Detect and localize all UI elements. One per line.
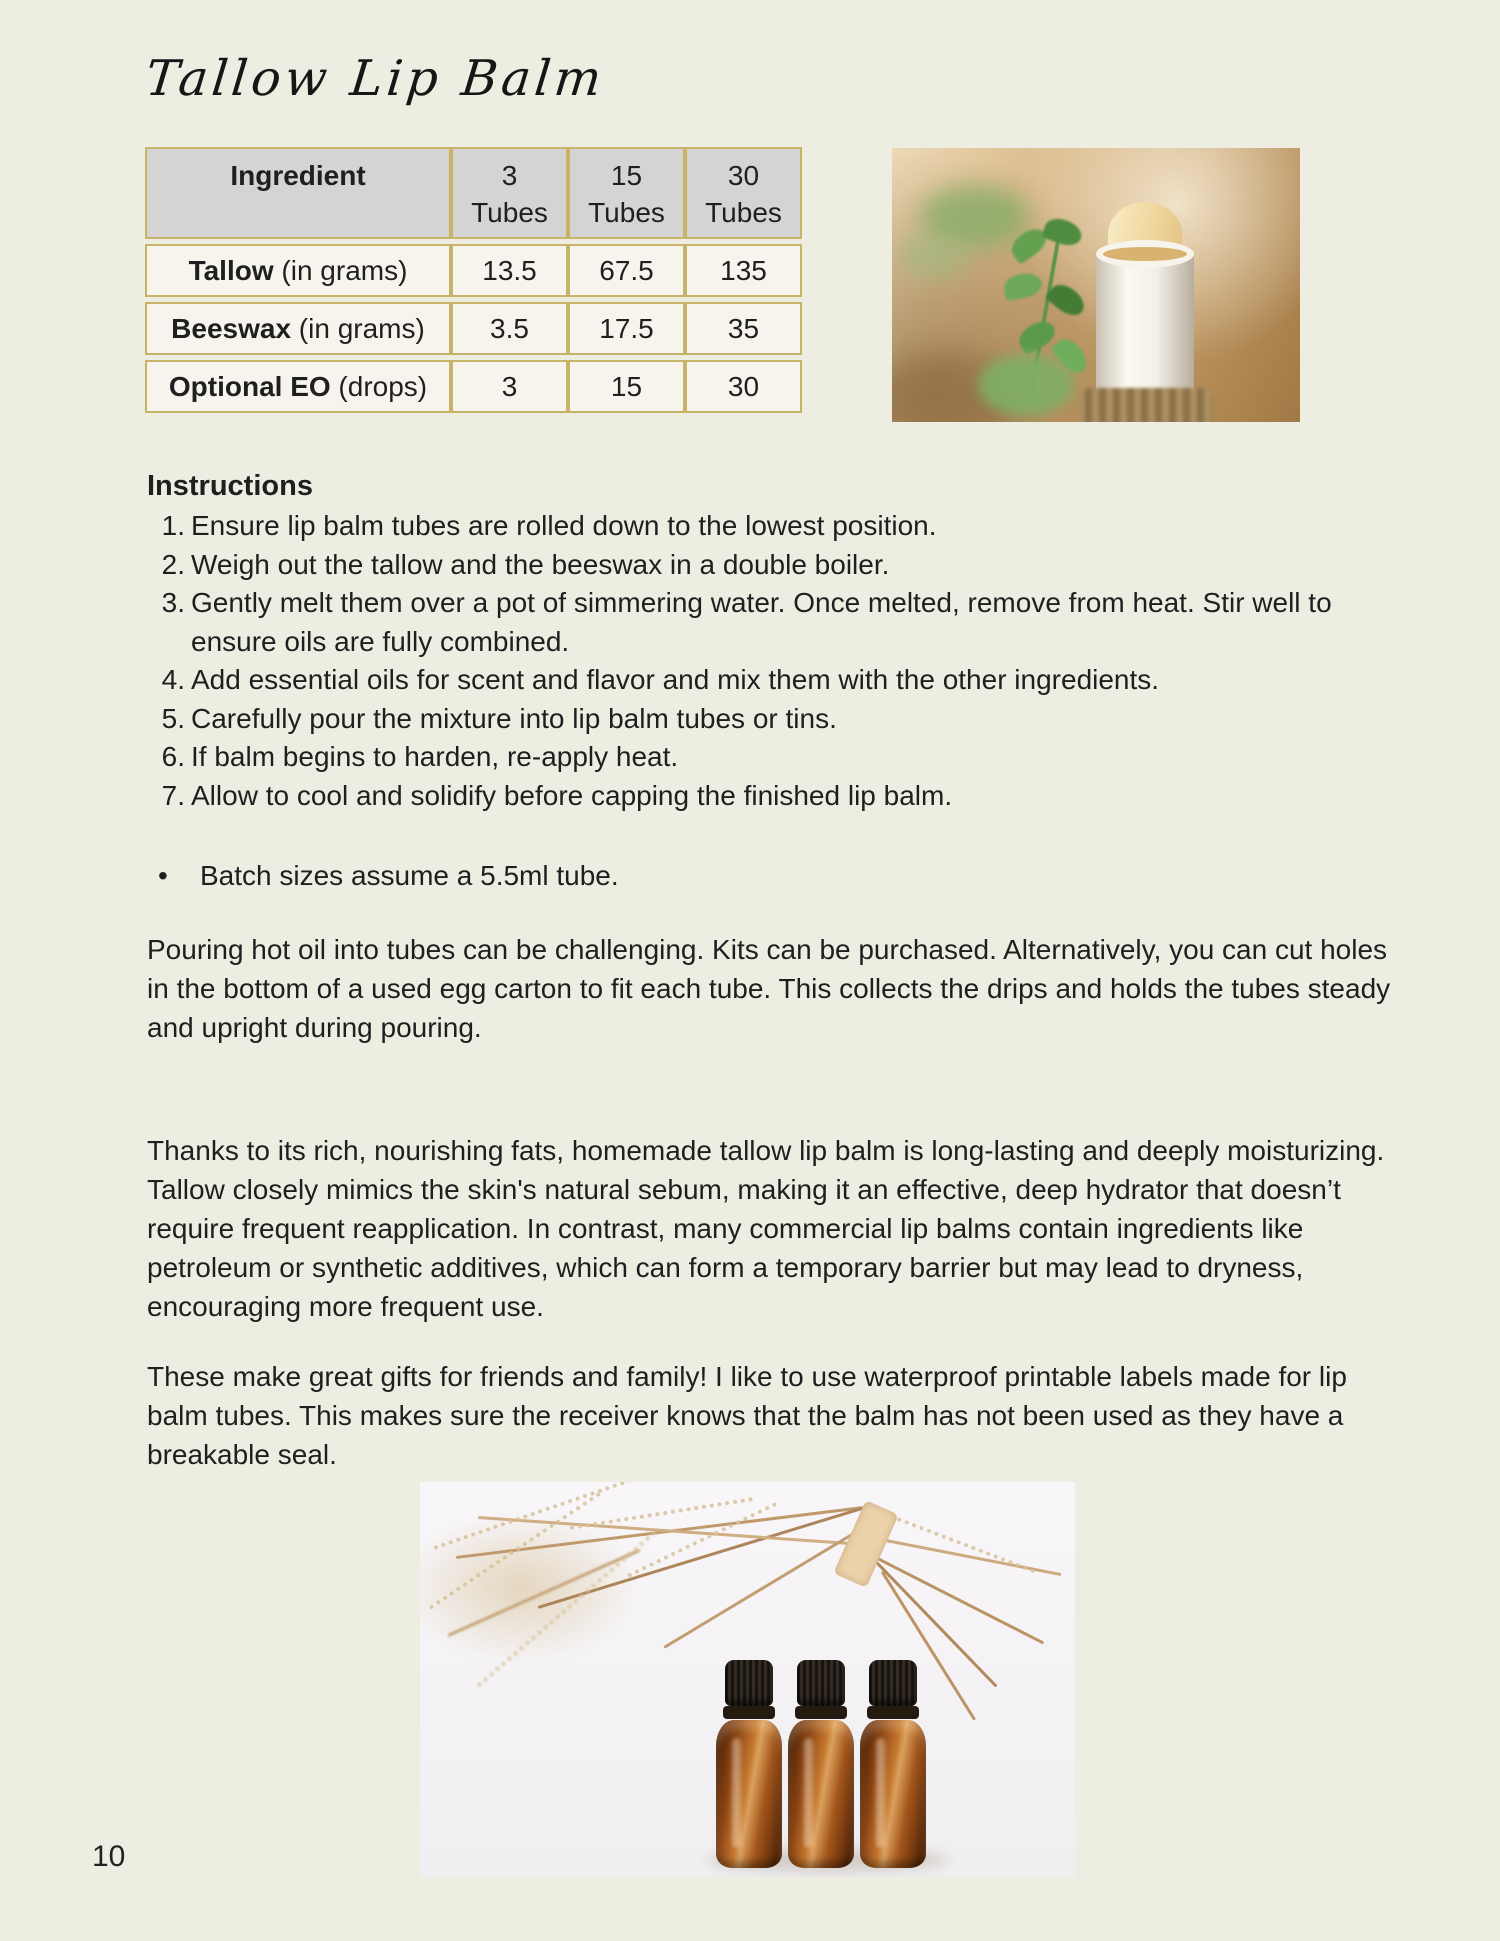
mint-cluster xyxy=(978,354,1074,416)
instruction-item xyxy=(147,738,1392,777)
bottle-body xyxy=(788,1720,854,1868)
value-cell: 35 xyxy=(685,302,802,355)
paragraph-gifts: These make great gifts for friends and family! I like to use waterproof printable labels made for lip balm tubes. This makes sure the receiver knows that the balm has not been used as they have a breakable seal. xyxy=(147,1361,1347,1470)
header-15-tubes: 15 Tubes xyxy=(568,147,685,239)
paragraph-pouring-tips: Pouring hot oil into tubes can be challenging. Kits can be purchased. Alternatively, you can cut holes in the bottom of a used egg carton to fit each tube. This collects the drips and holds the tubes steady and upright during pouring. xyxy=(147,934,1391,1043)
ingredient-cell: Tallow (in grams) xyxy=(145,244,451,297)
ingredient-cell: Beeswax (in grams) xyxy=(145,302,451,355)
item-text: Ensure lip balm tubes are rolled down to the lowest position. xyxy=(191,510,937,541)
bottle-collar xyxy=(867,1706,919,1719)
bottle-group xyxy=(716,1660,928,1868)
bottle-collar xyxy=(795,1706,847,1719)
note-text: Batch sizes assume a 5.5ml tube. xyxy=(200,860,619,891)
item-text: Carefully pour the mixture into lip balm tubes or tins. xyxy=(191,702,837,734)
value-cell: 67.5 xyxy=(568,244,685,297)
header-30-tubes: 30 Tubes xyxy=(685,147,802,239)
item-text: Allow to cool and solidify before capping the finished lip balm. xyxy=(191,779,953,811)
value-cell: 17.5 xyxy=(568,302,685,355)
instruction-item xyxy=(147,584,1392,661)
paragraph-benefits: Thanks to its rich, nourishing fats, homemade tallow lip balm is long-lasting and deeply moisturizing. Tallow closely mimics the skin's natural sebum, making it an effective, deep hydrator that doesn’t require frequent reapplication. In contrast, many commercial lip balms contain ingredients like petroleum or synthetic additives, which can form a temporary barrier but may lead to dryness, encouraging more frequent use. xyxy=(147,1135,1385,1322)
bottle-cap xyxy=(725,1660,773,1706)
item-number: 6. xyxy=(161,741,185,772)
item-text: Gently melt them over a pot of simmering water. Once melted, remove from heat. Stir well to ensure oils are fully combined. xyxy=(191,587,1332,657)
oil-bottle xyxy=(716,1660,782,1868)
glass-highlight xyxy=(876,1738,885,1848)
value-cell: 3 xyxy=(451,360,568,413)
batch-size-note xyxy=(158,857,619,895)
blurred-leaf-blob xyxy=(898,234,968,278)
item-text: If balm begins to harden, re-apply heat. xyxy=(191,741,679,772)
value-cell: 30 xyxy=(685,360,802,413)
table-header-row xyxy=(145,147,802,239)
oil-bottle xyxy=(788,1660,854,1868)
instructions-heading: Instructions xyxy=(147,470,313,502)
essential-oil-bottles-photo xyxy=(420,1482,1075,1877)
value-cell: 135 xyxy=(685,244,802,297)
item-number: 5. xyxy=(161,702,185,734)
bullet-icon: • xyxy=(158,860,168,891)
instructions-list xyxy=(147,507,1392,815)
tube-rim xyxy=(1096,240,1194,268)
table-row-beeswax xyxy=(145,302,802,355)
item-number: 3. xyxy=(161,587,185,618)
table-row-optional-eo xyxy=(145,360,802,413)
item-text: Weigh out the tallow and the beeswax in a double boiler. xyxy=(191,548,890,580)
page-title: Tallow Lip Balm xyxy=(143,50,608,107)
instruction-item xyxy=(147,507,1392,546)
bottle-body xyxy=(860,1720,926,1868)
header-3-tubes: 3 Tubes xyxy=(451,147,568,239)
ingredients-table xyxy=(145,142,802,418)
bottle-collar xyxy=(723,1706,775,1719)
item-number: 2. xyxy=(161,548,185,580)
item-number: 7. xyxy=(161,779,185,811)
value-cell: 3.5 xyxy=(451,302,568,355)
instruction-item xyxy=(147,777,1392,816)
lip-balm-photo xyxy=(892,148,1300,422)
instruction-item xyxy=(147,546,1392,585)
ingredient-cell: Optional EO (drops) xyxy=(145,360,451,413)
oil-bottle xyxy=(860,1660,926,1868)
instruction-item xyxy=(147,661,1392,700)
item-text: Add essential oils for scent and flavor and mix them with the other ingredients. xyxy=(191,664,1160,695)
item-number: 4. xyxy=(161,664,185,695)
tube-base xyxy=(1078,388,1212,422)
item-number: 1. xyxy=(161,510,185,541)
glass-highlight xyxy=(732,1738,741,1848)
bottle-cap xyxy=(797,1660,845,1706)
bottle-cap xyxy=(869,1660,917,1706)
table-row-tallow xyxy=(145,244,802,297)
glass-highlight xyxy=(804,1738,813,1848)
instruction-item xyxy=(147,700,1392,739)
value-cell: 15 xyxy=(568,360,685,413)
header-ingredient: Ingredient xyxy=(145,147,451,239)
bottle-body xyxy=(716,1720,782,1868)
page-number: 10 xyxy=(92,1840,126,1873)
value-cell: 13.5 xyxy=(451,244,568,297)
